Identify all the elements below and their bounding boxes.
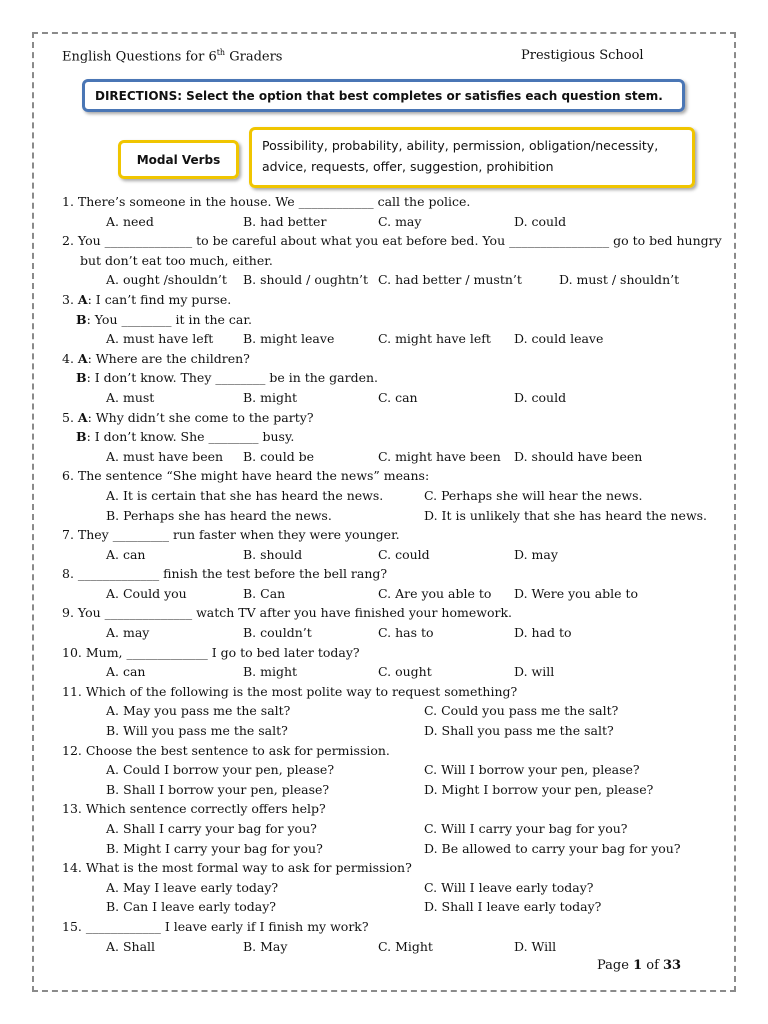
option-a[interactable]: A. It is certain that she has heard the news. (106, 487, 384, 503)
question-list (62, 192, 722, 956)
option-c[interactable]: C. can (378, 389, 418, 405)
option-c[interactable]: C. Perhaps she will hear the news. (424, 487, 643, 503)
option-b[interactable]: B. might (243, 389, 298, 405)
page-number: Page 1 of 33 (597, 958, 682, 973)
question-5-options (62, 447, 722, 467)
option-a[interactable]: A. May you pass me the salt? (106, 703, 291, 719)
option-a[interactable]: A. must have left (106, 331, 214, 347)
option-b[interactable]: B. should / oughtn’t (243, 272, 369, 288)
directions-box: DIRECTIONS: Select the option that best completes or satisfies each question stem. (82, 79, 685, 112)
school-name: Prestigious School (521, 48, 644, 63)
question-7-options (62, 545, 722, 565)
question-2-continued: but don’t eat too much, either. (80, 252, 273, 268)
option-c[interactable]: C. had better / mustn’t (378, 272, 522, 288)
question-11-options-row-2 (62, 721, 722, 741)
question-13-options-row-2 (62, 839, 722, 859)
worksheet-title: English Questions for 6th Graders (62, 48, 283, 65)
option-c[interactable]: C. ought (378, 664, 432, 680)
option-d[interactable]: D. Will (514, 938, 557, 954)
option-b[interactable]: B. might leave (243, 331, 335, 347)
question-3-options (62, 329, 722, 349)
option-d[interactable]: D. Be allowed to carry your bag for you? (424, 840, 681, 856)
option-a[interactable]: A. Could I borrow your pen, please? (106, 762, 335, 778)
question-3: 3. A: I can’t find my purse. (62, 291, 232, 307)
option-b[interactable]: B. Can I leave early today? (106, 899, 276, 915)
option-b[interactable]: B. could be (243, 448, 315, 464)
option-b[interactable]: B. couldn’t (243, 625, 312, 641)
topics-line-1: Possibility, probability, ability, permission, obligation/necessity, (262, 138, 659, 153)
option-b[interactable]: B. Can (243, 585, 286, 601)
option-c[interactable]: C. Will I borrow your pen, please? (424, 762, 640, 778)
option-b[interactable]: B. should (243, 546, 303, 562)
question-2: 2. You ______________ to be careful about what you eat before bed. You ________________ go to bed hungry (62, 233, 722, 249)
option-b[interactable]: B. Shall I borrow your pen, please? (106, 781, 330, 797)
option-a[interactable]: A. need (106, 213, 154, 229)
option-b[interactable]: B. Will you pass me the salt? (106, 723, 288, 739)
option-a[interactable]: A. May I leave early today? (106, 879, 279, 895)
option-c[interactable]: C. Might (378, 938, 433, 954)
option-a[interactable]: A. ought /shouldn’t (106, 272, 227, 288)
question-8: 8. _____________ finish the test before the bell rang? (62, 566, 388, 582)
option-d[interactable]: D. will (514, 664, 555, 680)
option-b[interactable]: B. May (243, 938, 288, 954)
option-b[interactable]: B. Might I carry your bag for you? (106, 840, 323, 856)
option-d[interactable]: D. must / shouldn’t (559, 272, 680, 288)
option-c[interactable]: C. may (378, 213, 422, 229)
topics-box (249, 127, 695, 188)
question-5-reply: B: I don’t know. She ________ busy. (76, 429, 295, 445)
option-b[interactable]: B. had better (243, 213, 327, 229)
question-13: 13. Which sentence correctly offers help? (62, 801, 326, 817)
option-a[interactable]: A. Could you (106, 585, 187, 601)
question-14-options-row-2 (62, 897, 722, 917)
option-a[interactable]: A. must have been (106, 448, 224, 464)
option-a[interactable]: A. Shall (106, 938, 156, 954)
question-9-options (62, 623, 722, 643)
question-3-reply: B: You ________ it in the car. (76, 311, 252, 327)
question-9: 9. You ______________ watch TV after you have finished your homework. (62, 605, 513, 621)
question-14-options-row-1 (62, 878, 722, 898)
option-c[interactable]: C. might have been (378, 448, 501, 464)
question-15-options (62, 937, 722, 957)
question-6: 6. The sentence “She might have heard the news” means: (62, 468, 430, 484)
option-d[interactable]: D. had to (514, 625, 572, 641)
option-d[interactable]: D. should have been (514, 448, 643, 464)
option-c[interactable]: C. Are you able to (378, 585, 492, 601)
option-c[interactable]: C. could (378, 546, 430, 562)
option-d[interactable]: D. Shall I leave early today? (424, 899, 602, 915)
topics-line-2: advice, requests, offer, suggestion, prohibition (262, 159, 554, 174)
option-a[interactable]: A. Shall I carry your bag for you? (106, 821, 317, 836)
question-4: 4. A: Where are the children? (62, 350, 250, 366)
question-11: 11. Which of the following is the most polite way to request something? (62, 683, 518, 699)
question-4-reply: B: I don’t know. They ________ be in the garden. (76, 370, 379, 386)
option-a[interactable]: A. may (106, 625, 150, 641)
question-2-options (62, 270, 722, 290)
question-13-options-row-1 (62, 819, 722, 839)
question-5: 5. A: Why didn’t she come to the party? (62, 409, 314, 425)
option-d[interactable]: D. could leave (514, 331, 604, 347)
option-b[interactable]: B. Perhaps she has heard the news. (106, 507, 332, 523)
option-c[interactable]: C. Could you pass me the salt? (424, 703, 619, 719)
option-a[interactable]: A. can (106, 546, 146, 562)
question-11-options-row-1 (62, 701, 722, 721)
option-d[interactable]: D. could (514, 213, 567, 229)
question-8-options (62, 584, 722, 604)
option-b[interactable]: B. might (243, 664, 298, 680)
question-7: 7. They _________ run faster when they were younger. (62, 527, 400, 543)
option-d[interactable]: D. Were you able to (514, 585, 639, 601)
question-12-options-row-1 (62, 760, 722, 780)
option-a[interactable]: A. can (106, 664, 146, 680)
question-6-options-row-1 (62, 486, 722, 506)
option-c[interactable]: C. might have left (378, 331, 491, 347)
question-4-options (62, 388, 722, 408)
option-c[interactable]: C. Will I leave early today? (424, 879, 594, 895)
question-1: 1. There’s someone in the house. We ____________ call the police. (62, 194, 471, 209)
question-15: 15. ____________ I leave early if I finish my work? (62, 918, 369, 934)
question-6-options-row-2 (62, 506, 722, 526)
option-d[interactable]: D. It is unlikely that she has heard the news. (424, 507, 708, 523)
option-d[interactable]: D. Shall you pass me the salt? (424, 723, 614, 739)
question-12: 12. Choose the best sentence to ask for permission. (62, 742, 390, 758)
question-1-options (62, 212, 722, 232)
option-c[interactable]: C. Will I carry your bag for you? (424, 821, 628, 836)
option-d[interactable]: D. Might I borrow your pen, please? (424, 781, 654, 797)
question-14: 14. What is the most formal way to ask for permission? (62, 860, 412, 876)
question-10-options (62, 662, 722, 682)
option-d[interactable]: D. may (514, 546, 558, 562)
option-c[interactable]: C. has to (378, 625, 434, 641)
option-a[interactable]: A. must (106, 389, 155, 405)
question-10: 10. Mum, _____________ I go to bed later today? (62, 644, 360, 660)
option-d[interactable]: D. could (514, 389, 567, 405)
topic-title-box: Modal Verbs (118, 140, 239, 179)
question-12-options-row-2 (62, 780, 722, 800)
